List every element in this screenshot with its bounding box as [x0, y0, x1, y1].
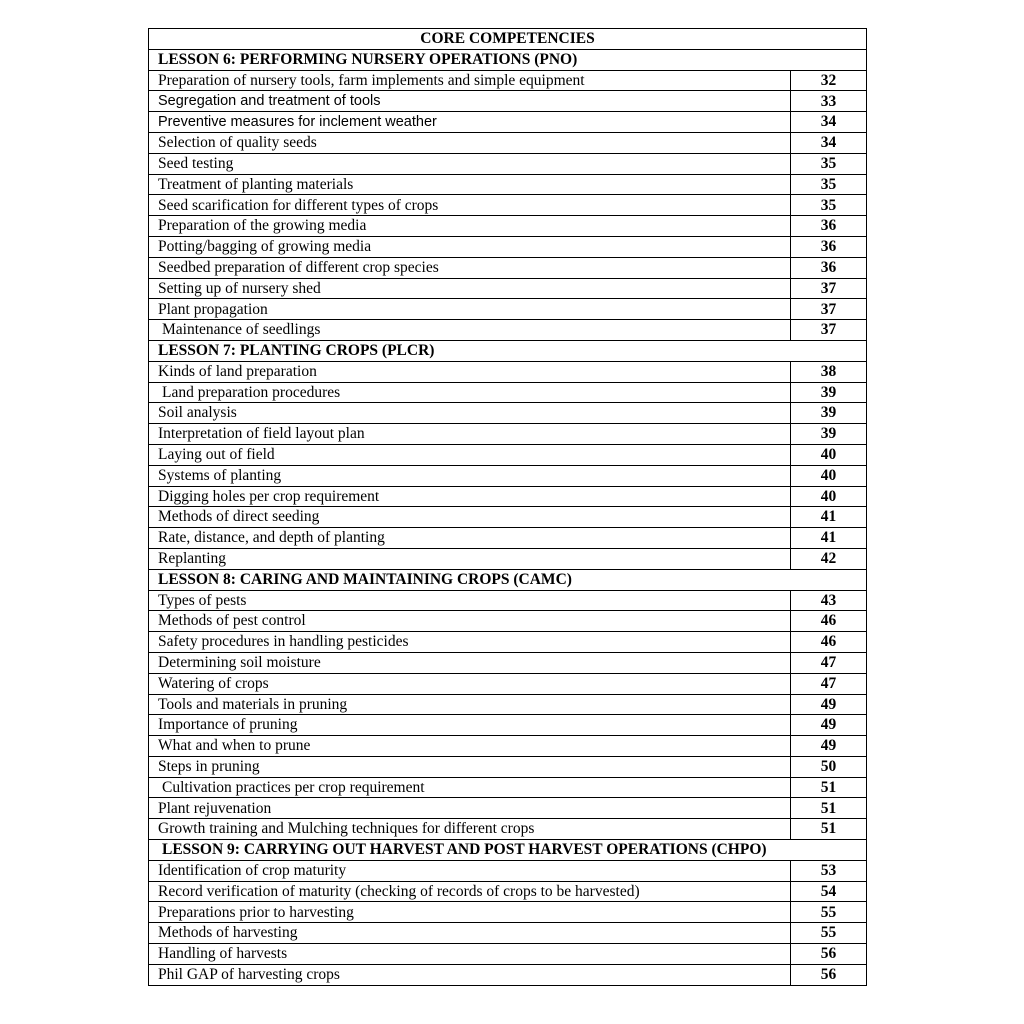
page-number: 35 — [791, 174, 867, 195]
topic-label: Digging holes per crop requirement — [149, 486, 791, 507]
page-number: 55 — [791, 902, 867, 923]
page-number: 37 — [791, 320, 867, 341]
page-number: 49 — [791, 736, 867, 757]
toc-row — [149, 361, 867, 382]
toc-row — [149, 528, 867, 549]
toc-row — [149, 736, 867, 757]
page-number: 34 — [791, 112, 867, 133]
topic-label: Selection of quality seeds — [149, 132, 791, 153]
topic-label: Handling of harvests — [149, 944, 791, 965]
toc-row — [149, 174, 867, 195]
topic-label: Seed testing — [149, 153, 791, 174]
toc-row — [149, 652, 867, 673]
toc-row — [149, 70, 867, 91]
toc-row — [149, 486, 867, 507]
toc-row — [149, 444, 867, 465]
topic-label: Types of pests — [149, 590, 791, 611]
toc-row — [149, 424, 867, 445]
lesson-heading-row — [149, 49, 867, 70]
page-number: 39 — [791, 424, 867, 445]
topic-label: Record verification of maturity (checking of records of crops to be harvested) — [149, 881, 791, 902]
page-number: 46 — [791, 632, 867, 653]
toc-row — [149, 964, 867, 985]
page-number: 47 — [791, 652, 867, 673]
topic-label: Replanting — [149, 548, 791, 569]
page-number: 39 — [791, 403, 867, 424]
topic-label: Phil GAP of harvesting crops — [149, 964, 791, 985]
topic-label: Soil analysis — [149, 403, 791, 424]
lesson-heading-row — [149, 340, 867, 361]
topic-label: Seedbed preparation of different crop species — [149, 257, 791, 278]
topic-label: Watering of crops — [149, 673, 791, 694]
page-number: 55 — [791, 923, 867, 944]
page-number: 36 — [791, 236, 867, 257]
topic-label: Importance of pruning — [149, 715, 791, 736]
page-number: 49 — [791, 694, 867, 715]
toc-row — [149, 236, 867, 257]
toc-row — [149, 91, 867, 112]
topic-label: What and when to prune — [149, 736, 791, 757]
lesson-heading: LESSON 9: CARRYING OUT HARVEST AND POST HARVEST OPERATIONS (CHPO) — [149, 840, 867, 861]
toc-row — [149, 881, 867, 902]
toc-row — [149, 195, 867, 216]
topic-label: Treatment of planting materials — [149, 174, 791, 195]
page-number: 50 — [791, 756, 867, 777]
toc-row — [149, 320, 867, 341]
page-number: 51 — [791, 819, 867, 840]
page-number: 35 — [791, 195, 867, 216]
toc-row — [149, 923, 867, 944]
toc-row — [149, 756, 867, 777]
toc-row — [149, 548, 867, 569]
page-number: 42 — [791, 548, 867, 569]
page-number: 47 — [791, 673, 867, 694]
topic-label: Plant rejuvenation — [149, 798, 791, 819]
topic-label: Cultivation practices per crop requirement — [149, 777, 791, 798]
page-number: 40 — [791, 465, 867, 486]
page-number: 37 — [791, 299, 867, 320]
toc-row — [149, 278, 867, 299]
topic-label: Systems of planting — [149, 465, 791, 486]
topic-label: Maintenance of seedlings — [149, 320, 791, 341]
page-number: 49 — [791, 715, 867, 736]
topic-label: Safety procedures in handling pesticides — [149, 632, 791, 653]
toc-row — [149, 632, 867, 653]
toc-row — [149, 382, 867, 403]
page-number: 41 — [791, 507, 867, 528]
page-number: 41 — [791, 528, 867, 549]
toc-row — [149, 694, 867, 715]
lesson-heading-row — [149, 840, 867, 861]
page-title: CORE COMPETENCIES — [149, 29, 867, 50]
toc-row — [149, 673, 867, 694]
page-number: 56 — [791, 944, 867, 965]
page-number: 51 — [791, 798, 867, 819]
lesson-heading: LESSON 8: CARING AND MAINTAINING CROPS (CAMC) — [149, 569, 867, 590]
topic-label: Seed scarification for different types of crops — [149, 195, 791, 216]
page-number: 34 — [791, 132, 867, 153]
topic-label: Preparation of nursery tools, farm implements and simple equipment — [149, 70, 791, 91]
toc-row — [149, 715, 867, 736]
lesson-heading-row — [149, 569, 867, 590]
page-number: 37 — [791, 278, 867, 299]
page-number: 54 — [791, 881, 867, 902]
page-number: 36 — [791, 257, 867, 278]
page-number: 40 — [791, 444, 867, 465]
title-row — [149, 29, 867, 50]
page-number: 39 — [791, 382, 867, 403]
page-number: 40 — [791, 486, 867, 507]
toc-row — [149, 860, 867, 881]
page-number: 53 — [791, 860, 867, 881]
toc-row — [149, 611, 867, 632]
toc-row — [149, 465, 867, 486]
toc-row — [149, 507, 867, 528]
toc-row — [149, 403, 867, 424]
topic-label: Tools and materials in pruning — [149, 694, 791, 715]
topic-label: Interpretation of field layout plan — [149, 424, 791, 445]
topic-label: Methods of direct seeding — [149, 507, 791, 528]
page-number: 56 — [791, 964, 867, 985]
toc-row — [149, 798, 867, 819]
topic-label: Growth training and Mulching techniques for different crops — [149, 819, 791, 840]
topic-label: Methods of harvesting — [149, 923, 791, 944]
topic-label: Preparation of the growing media — [149, 216, 791, 237]
toc-row — [149, 153, 867, 174]
topic-label: Kinds of land preparation — [149, 361, 791, 382]
topic-label: Determining soil moisture — [149, 652, 791, 673]
topic-label: Rate, distance, and depth of planting — [149, 528, 791, 549]
page-number: 38 — [791, 361, 867, 382]
topic-label: Steps in pruning — [149, 756, 791, 777]
page-number: 32 — [791, 70, 867, 91]
topic-label: Preparations prior to harvesting — [149, 902, 791, 923]
lesson-heading: LESSON 7: PLANTING CROPS (PLCR) — [149, 340, 867, 361]
page-number: 36 — [791, 216, 867, 237]
topic-label: Identification of crop maturity — [149, 860, 791, 881]
topic-label: Potting/bagging of growing media — [149, 236, 791, 257]
topic-label: Segregation and treatment of tools — [149, 91, 791, 112]
table-of-contents — [148, 28, 867, 986]
toc-row — [149, 112, 867, 133]
page-number: 43 — [791, 590, 867, 611]
page-number: 35 — [791, 153, 867, 174]
toc-row — [149, 216, 867, 237]
page-number: 33 — [791, 91, 867, 112]
toc-row — [149, 590, 867, 611]
topic-label: Preventive measures for inclement weather — [149, 112, 791, 133]
lesson-heading: LESSON 6: PERFORMING NURSERY OPERATIONS (PNO) — [149, 49, 867, 70]
toc-row — [149, 944, 867, 965]
topic-label: Setting up of nursery shed — [149, 278, 791, 299]
toc-row — [149, 819, 867, 840]
topic-label: Methods of pest control — [149, 611, 791, 632]
page-number: 51 — [791, 777, 867, 798]
toc-row — [149, 299, 867, 320]
toc-row — [149, 257, 867, 278]
topic-label: Land preparation procedures — [149, 382, 791, 403]
topic-label: Laying out of field — [149, 444, 791, 465]
toc-row — [149, 132, 867, 153]
page-number: 46 — [791, 611, 867, 632]
toc-row — [149, 777, 867, 798]
topic-label: Plant propagation — [149, 299, 791, 320]
toc-row — [149, 902, 867, 923]
